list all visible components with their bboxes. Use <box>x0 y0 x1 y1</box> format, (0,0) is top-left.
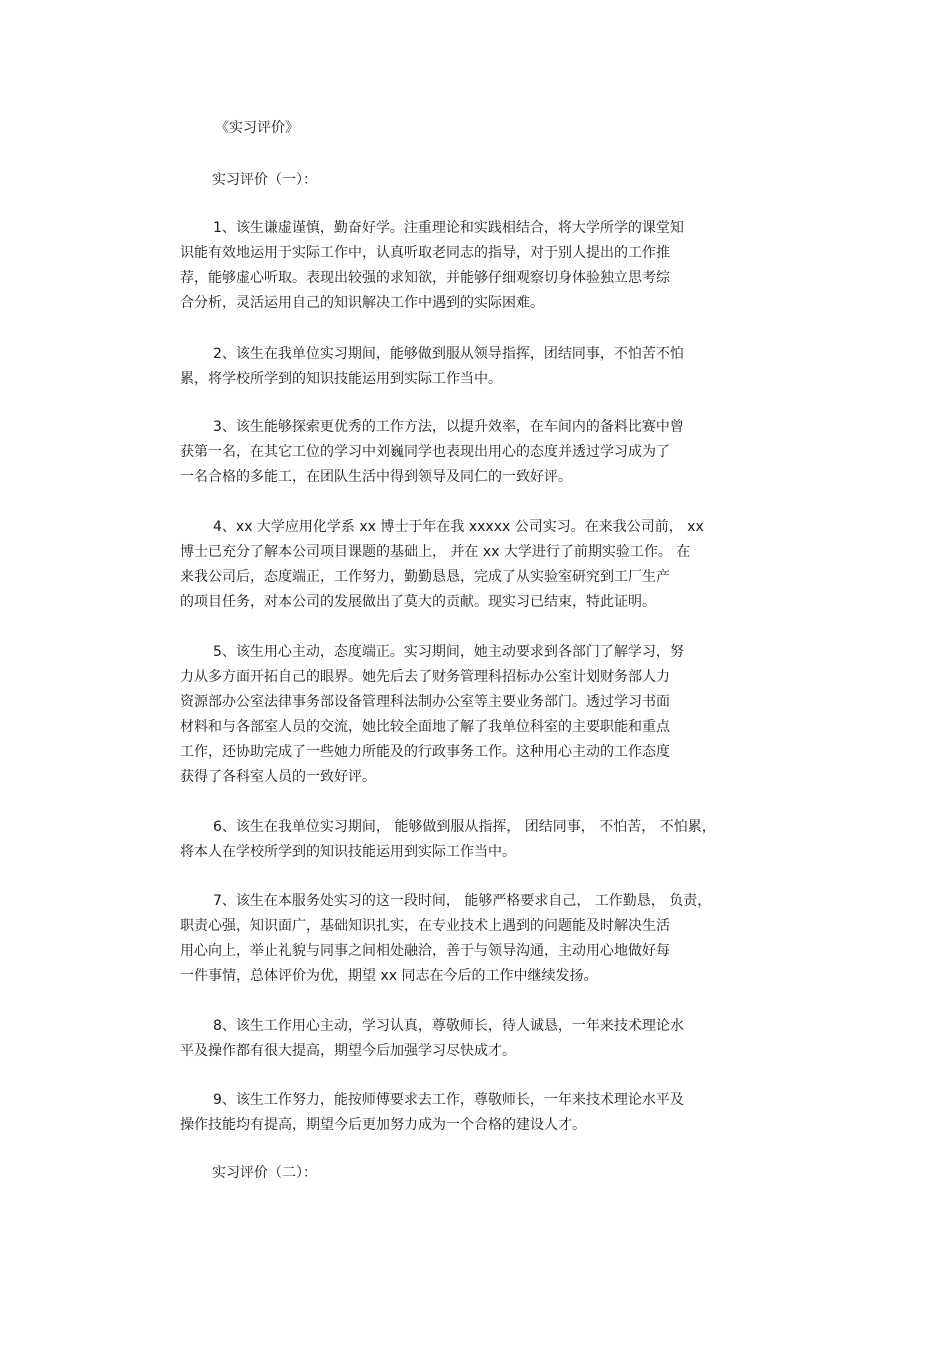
paragraph-line: 3、该生能够探索更优秀的工作方法，以提升效率，在车间内的备料比赛中曾 <box>213 419 684 435</box>
paragraph-3 <box>180 415 780 490</box>
paragraph-line: 力从多方面开拓自己的眼界。她先后去了财务管理科招标办公室计划财务部人力 <box>180 669 670 685</box>
paragraph-2 <box>180 342 780 392</box>
paragraph-line: 一件事情，总体评价为优，期望 xx 同志在今后的工作中继续发扬。 <box>180 968 598 984</box>
paragraph-line: 平及操作都有很大提高，期望今后加强学习尽快成才。 <box>180 1043 516 1059</box>
paragraph-line: 操作技能均有提高，期望今后更加努力成为一个合格的建设人才。 <box>180 1117 586 1133</box>
paragraph-line: 识能有效地运用于实际工作中，认真听取老同志的指导，对于别人提出的工作推 <box>180 245 670 261</box>
paragraph-8 <box>180 1014 780 1064</box>
paragraph-line: 4、xx 大学应用化学系 xx 博士于年在我 xxxxx 公司实习。在来我公司前， xx <box>213 519 704 535</box>
paragraph-line: 工作，还协助完成了一些她力所能及的行政事务工作。这种用心主动的工作态度 <box>180 744 670 760</box>
paragraph-4 <box>180 515 780 615</box>
paragraph-line: 资源部办公室法律事务部设备管理科法制办公室等主要业务部门。透过学习书面 <box>180 694 670 710</box>
paragraph-line: 职责心强，知识面广，基础知识扎实，在专业技术上遇到的问题能及时解决生活 <box>180 918 670 934</box>
section-heading-2: 实习评价（二）： <box>212 1165 317 1181</box>
section-heading-1: 实习评价（一）： <box>212 172 317 188</box>
paragraph-line: 荐，能够虚心听取。表现出较强的求知欲，并能够仔细观察切身体验独立思考综 <box>180 270 670 286</box>
paragraph-line: 累，将学校所学到的知识技能运用到实际工作当中。 <box>180 371 502 387</box>
paragraph-line: 8、该生工作用心主动，学习认真，尊敬师长，待人诚恳，一年来技术理论水 <box>213 1018 684 1034</box>
paragraph-line: 的项目任务，对本公司的发展做出了莫大的贡献。现实习已结束，特此证明。 <box>180 594 656 610</box>
paragraph-6 <box>180 815 780 865</box>
paragraph-line: 2、该生在我单位实习期间，能够做到服从领导指挥，团结同事，不怕苦不怕 <box>213 346 684 362</box>
paragraph-line: 来我公司后，态度端正，工作努力，勤勤恳恳，完成了从实验室研究到工厂生产 <box>180 569 670 585</box>
paragraph-line: 7、该生在本服务处实习的这一段时间， 能够严格要求自己， 工作勤恳， 负责， <box>213 893 712 909</box>
paragraph-1 <box>180 216 780 316</box>
paragraph-5 <box>180 640 780 790</box>
paragraph-line: 博士已充分了解本公司项目课题的基础上， 并在 xx 大学进行了前期实验工作。 在 <box>180 544 691 560</box>
paragraph-line: 5、该生用心主动，态度端正。实习期间，她主动要求到各部门了解学习，努 <box>213 644 684 660</box>
paragraph-line: 合分析，灵活运用自己的知识解决工作中遇到的实际困难。 <box>180 295 544 311</box>
paragraph-line: 一名合格的多能工，在团队生活中得到领导及同仁的一致好评。 <box>180 469 572 485</box>
paragraph-line: 获第一名，在其它工位的学习中刘巍同学也表现出用心的态度并透过学习成为了 <box>180 444 670 460</box>
document-title: 《实习评价》 <box>215 120 299 136</box>
paragraph-line: 用心向上，举止礼貌与同事之间相处融洽，善于与领导沟通，主动用心地做好每 <box>180 943 670 959</box>
paragraph-7 <box>180 889 780 989</box>
paragraph-line: 获得了各科室人员的一致好评。 <box>180 769 376 785</box>
paragraph-line: 将本人在学校所学到的知识技能运用到实际工作当中。 <box>180 844 516 860</box>
paragraph-line: 9、该生工作努力，能按师傅要求去工作，尊敬师长，一年来技术理论水平及 <box>213 1092 684 1108</box>
paragraph-line: 材料和与各部室人员的交流，她比较全面地了解了我单位科室的主要职能和重点 <box>180 719 670 735</box>
paragraph-line: 6、该生在我单位实习期间， 能够做到服从指挥， 团结同事， 不怕苦， 不怕累， <box>213 819 716 835</box>
paragraph-9 <box>180 1088 780 1138</box>
paragraph-line: 1、该生谦虚谨慎，勤奋好学。注重理论和实践相结合，将大学所学的课堂知 <box>213 220 684 236</box>
